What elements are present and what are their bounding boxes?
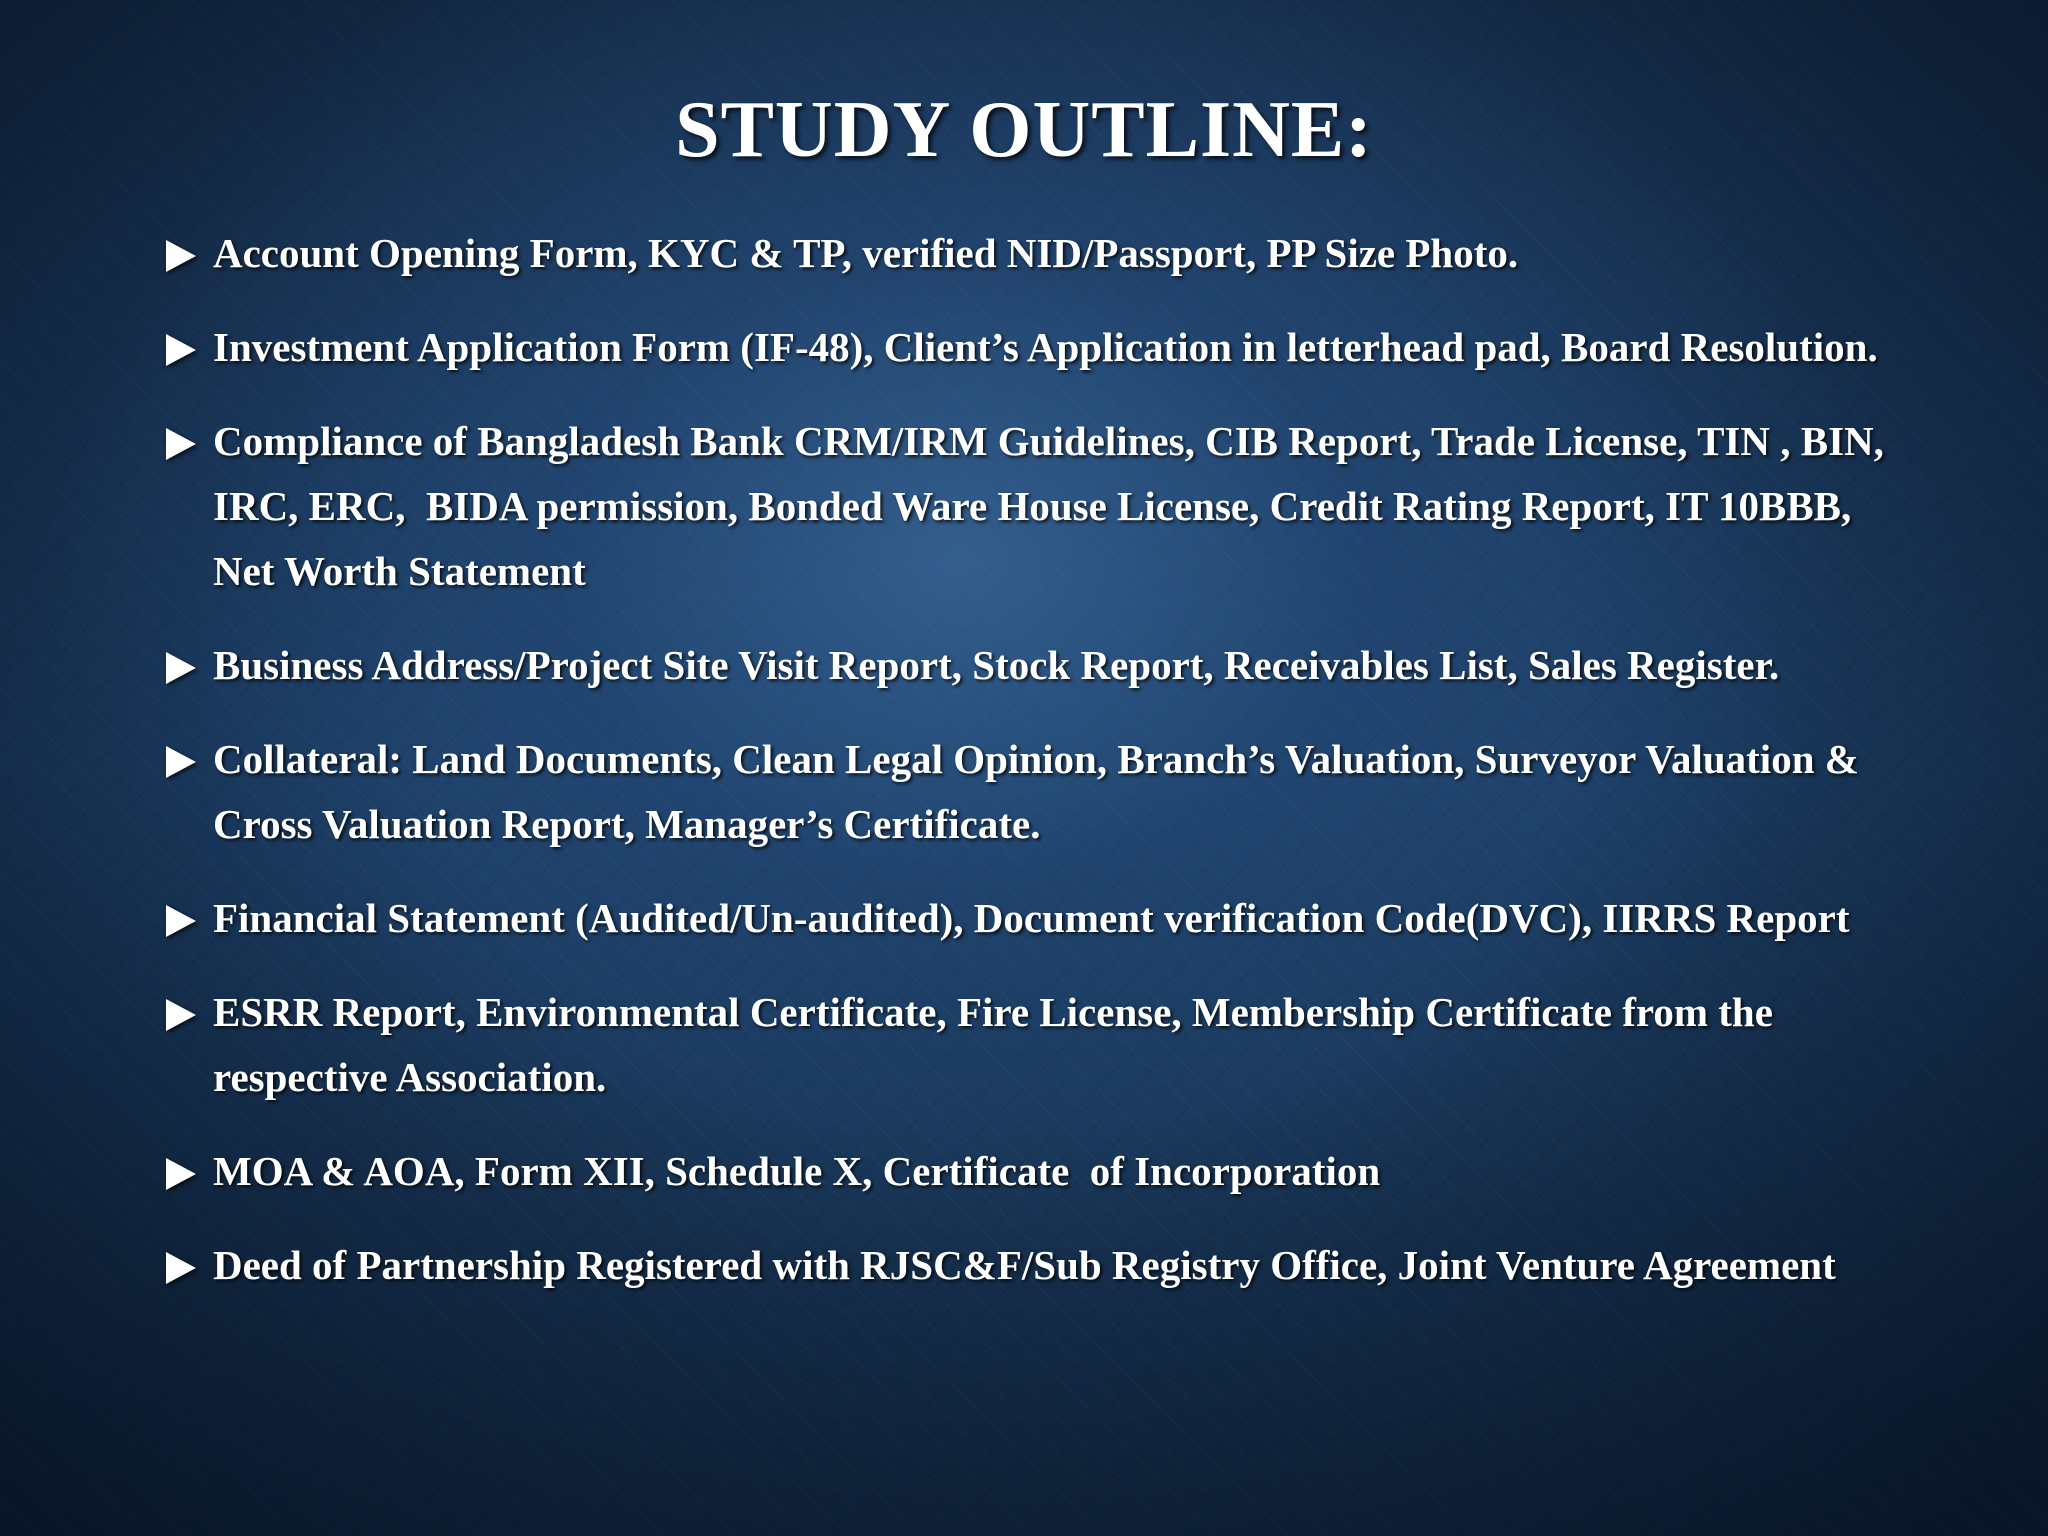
list-item [160,315,1900,380]
list-item [160,633,1900,698]
list-item-text: Business Address/Project Site Visit Report, Stock Report, Receivables List, Sales Register. [213,642,1780,688]
list-item [160,1139,1900,1204]
triangle-right-icon [166,334,196,366]
list-item [160,1233,1900,1298]
triangle-right-icon [166,746,196,778]
list-item-text: Collateral: Land Documents, Clean Legal Opinion, Branch’s Valuation, Surveyor Valuation & Cross Valuation Report, Manager’s Certificate. [213,736,1870,847]
list-item [160,886,1900,951]
list-item [160,727,1900,857]
list-item-text: MOA & AOA, Form XII, Schedule X, Certificate of Incorporation [213,1148,1381,1194]
list-item [160,980,1900,1110]
triangle-right-icon [166,905,196,937]
triangle-right-icon [166,1158,196,1190]
list-item-text: Compliance of Bangladesh Bank CRM/IRM Guidelines, CIB Report, Trade License, TIN , BIN, IRC, ERC, BIDA permission, Bonded Ware House License, Credit Rating Report, IT 10BBB, Net Worth Statement [213,418,1895,594]
list-item-text: Deed of Partnership Registered with RJSC&F/Sub Registry Office, Joint Venture Agreement [213,1242,1836,1288]
list-item-text: Account Opening Form, KYC & TP, verified NID/Passport, PP Size Photo. [213,230,1519,276]
slide-title: STUDY OUTLINE: [675,86,1373,174]
triangle-right-icon [166,1252,196,1284]
list-item [160,221,1900,286]
triangle-right-icon [166,428,196,460]
list-item-text: Financial Statement (Audited/Un-audited), Document verification Code(DVC), IIRRS Report [213,895,1850,941]
triangle-right-icon [166,240,196,272]
triangle-right-icon [166,999,196,1031]
list-item-text: ESRR Report, Environmental Certificate, Fire License, Membership Certificate from the respective Association. [213,989,1784,1100]
list-item-text: Investment Application Form (IF-48), Client’s Application in letterhead pad, Board Resolution. [213,324,1878,370]
triangle-right-icon [166,652,196,684]
outline-list [160,221,1900,1327]
list-item [160,409,1900,604]
